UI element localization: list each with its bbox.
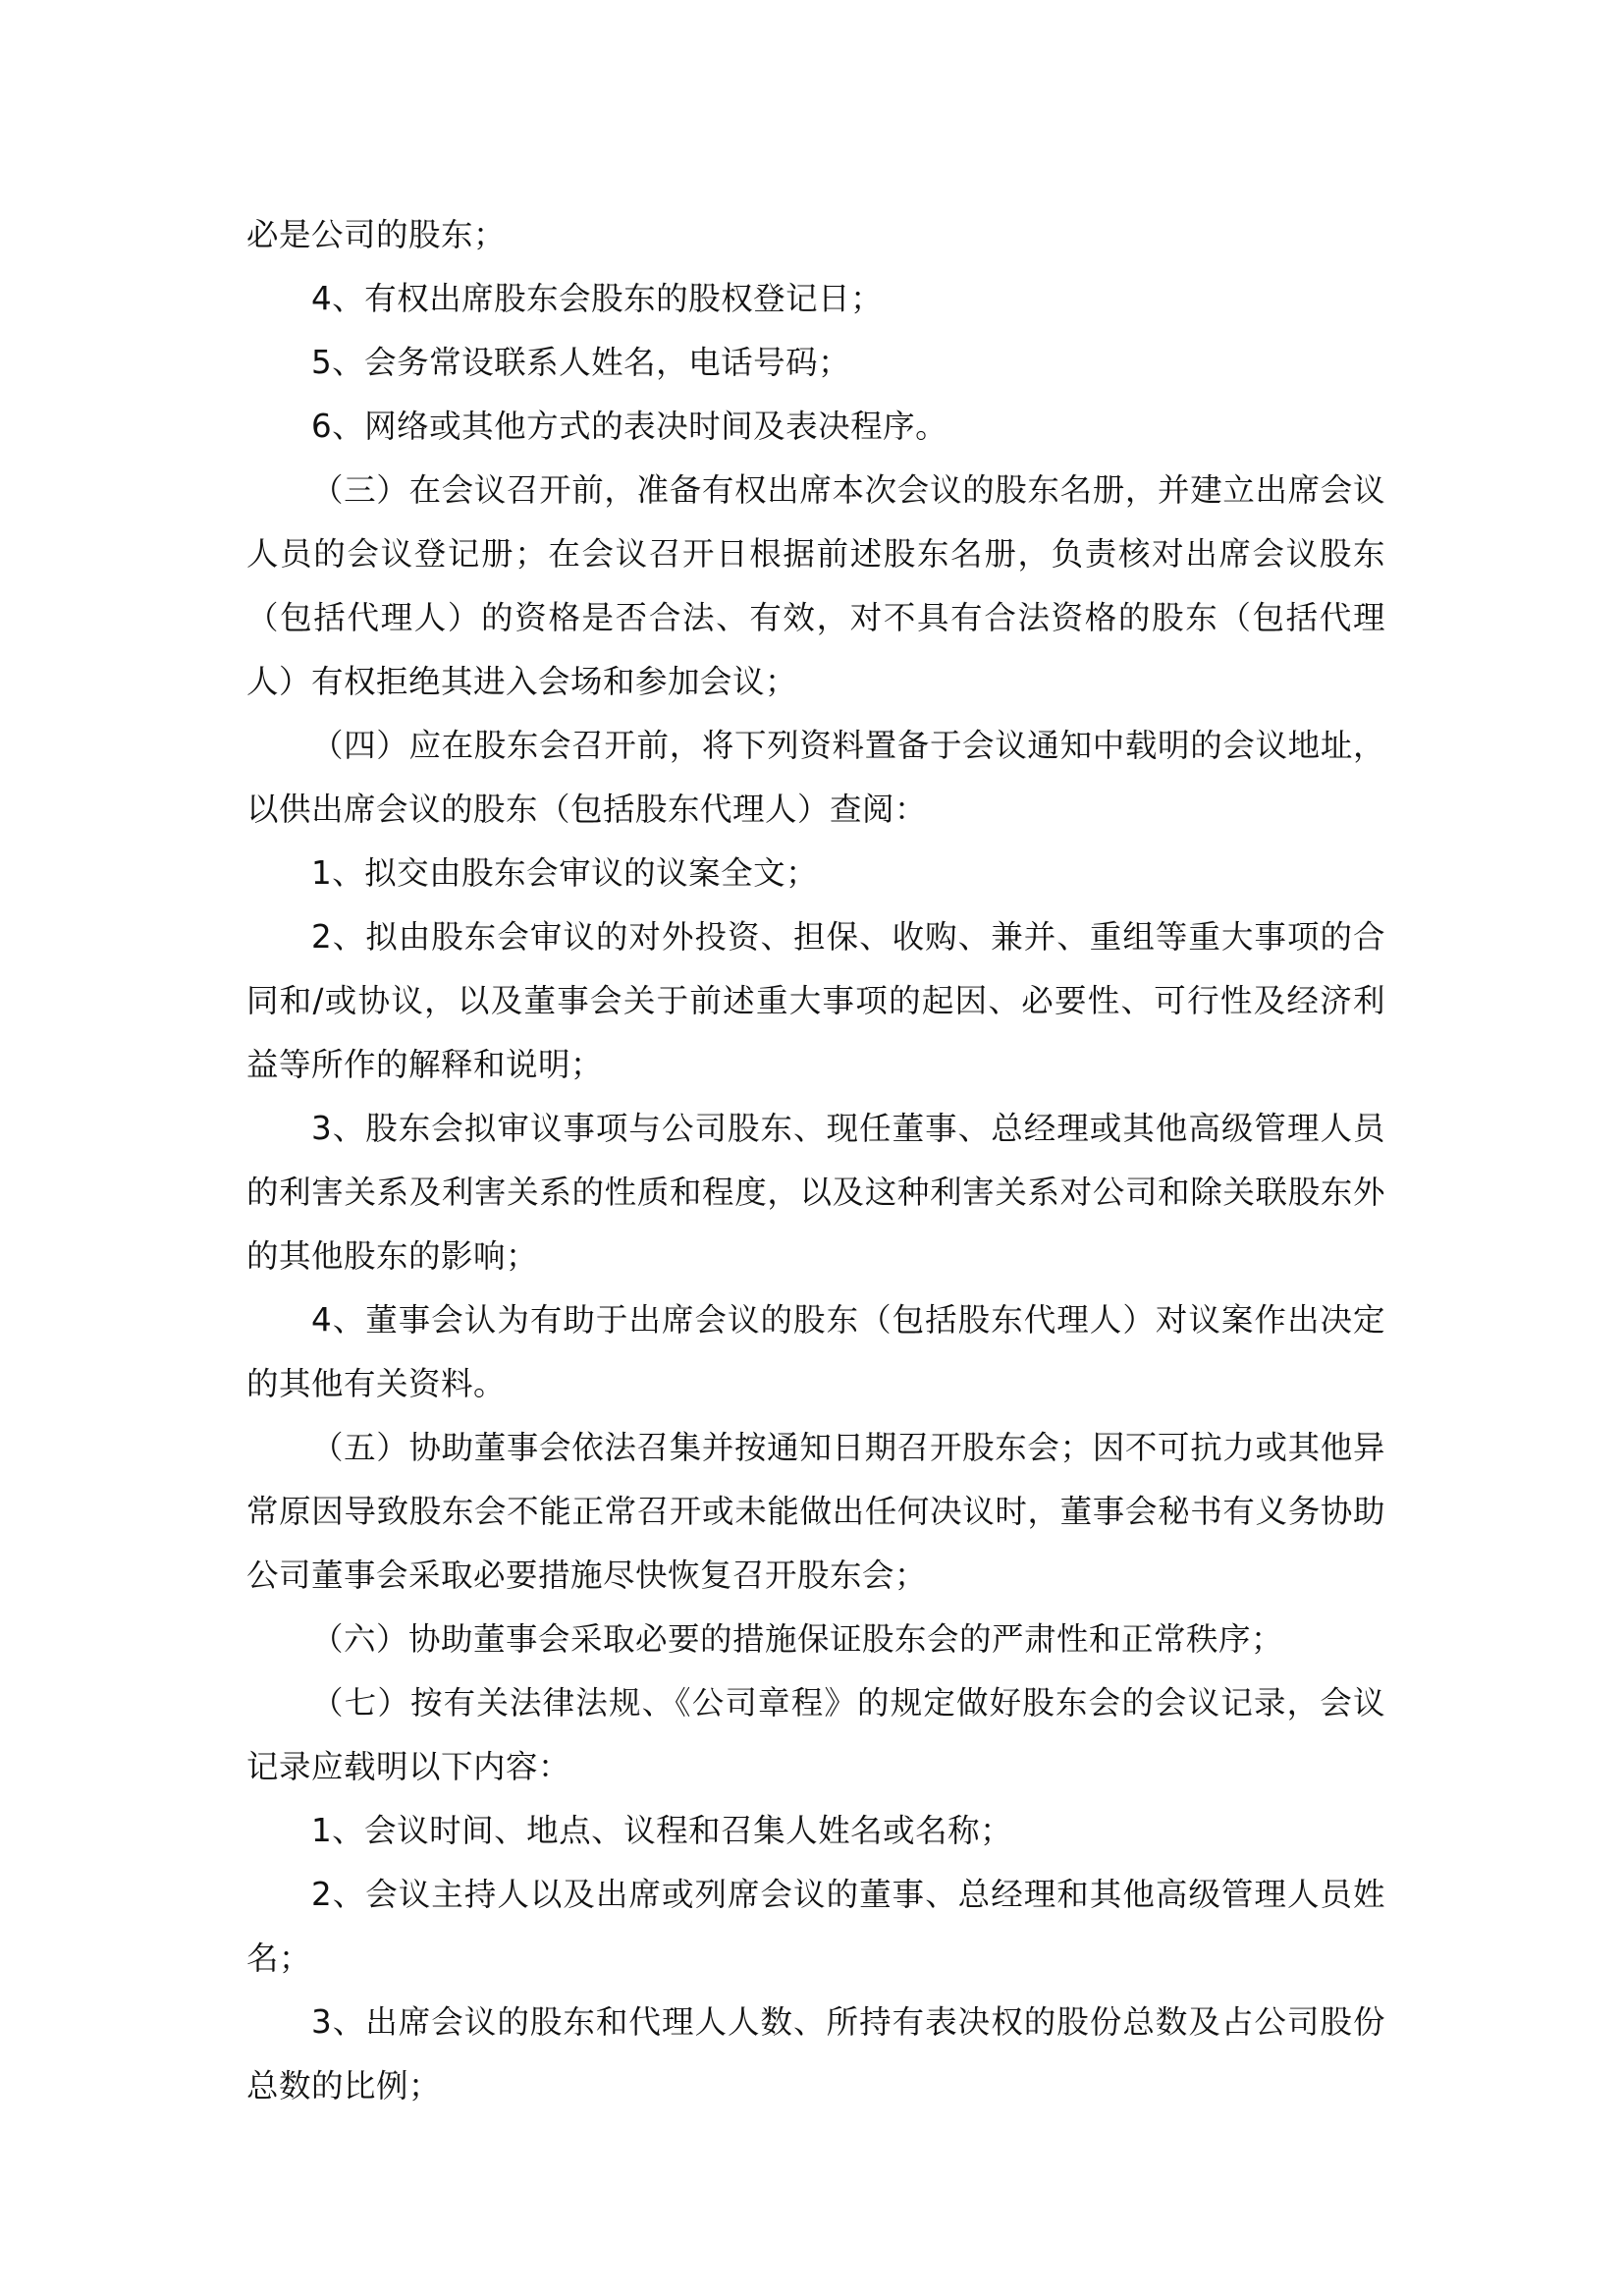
paragraph-item-2: 2、拟由股东会审议的对外投资、担保、收购、兼并、重组等重大事项的合同和/或协议，以及董事会关于前述重大事项的起因、必要性、可行性及经济利益等所作的解释和说明； [246,918,1385,1083]
paragraph-section-7: （七）按有关法律法规、《公司章程》的规定做好股东会的会议记录，会议记录应载明以下内容： [246,1684,1385,1785]
paragraph-continuation: 必是公司的股东； [246,216,507,253]
paragraph-item-4: 4、有权出席股东会股东的股权登记日； [311,280,884,317]
paragraph-section-4: （四）应在股东会召开前，将下列资料置备于会议通知中载明的会议地址，以供出席会议的股东（包括股东代理人）查阅： [246,727,1385,828]
paragraph-section-3: （三）在会议召开前，准备有权出席本次会议的股东名册，并建立出席会议人员的会议登记册；在会议召开日根据前述股东名册，负责核对出席会议股东（包括代理人）的资格是否合法、有效，对不具有合法资格的股东（包括代理人）有权拒绝其进入会场和参加会议； [246,471,1385,700]
document-body [246,203,1385,2118]
paragraph-record-item-3: 3、出席会议的股东和代理人人数、所持有表决权的股份总数及占公司股份总数的比例； [246,2003,1385,2105]
paragraph-item-3: 3、股东会拟审议事项与公司股东、现任董事、总经理或其他高级管理人员的利害关系及利害关系的性质和程度，以及这种利害关系对公司和除关联股东外的其他股东的影响； [246,1110,1385,1275]
paragraph-item-1: 1、拟交由股东会审议的议案全文； [311,854,819,892]
paragraph-section-5: （五）协助董事会依法召集并按通知日期召开股东会；因不可抗力或其他异常原因导致股东会不能正常召开或未能做出任何决议时，董事会秘书有义务协助公司董事会采取必要措施尽快恢复召开股东会； [246,1429,1385,1594]
paragraph-item-6: 6、网络或其他方式的表决时间及表决程序。 [311,408,948,445]
paragraph-record-item-1: 1、会议时间、地点、议程和召集人姓名或名称； [311,1812,1013,1849]
paragraph-item-4b: 4、董事会认为有助于出席会议的股东（包括股东代理人）对议案作出决定的其他有关资料。 [246,1301,1385,1402]
paragraph-record-item-2: 2、会议主持人以及出席或列席会议的董事、总经理和其他高级管理人员姓名； [246,1876,1385,1977]
paragraph-item-5: 5、会务常设联系人姓名，电话号码； [311,344,851,381]
paragraph-section-6: （六）协助董事会采取必要的措施保证股东会的严肃性和正常秩序； [311,1620,1284,1658]
